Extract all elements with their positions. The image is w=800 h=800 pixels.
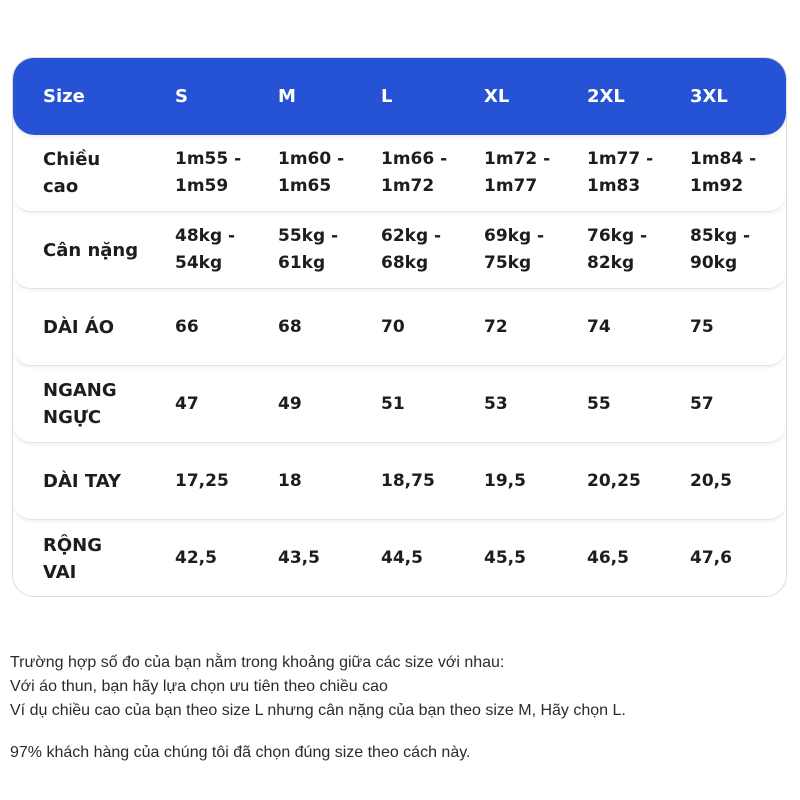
table-cell: 49 bbox=[278, 393, 302, 414]
size-guide-notes bbox=[10, 651, 790, 765]
table-cell: 72 bbox=[484, 316, 508, 337]
table-row-chieu-cao bbox=[13, 135, 786, 212]
table-cell: 66 bbox=[175, 316, 199, 337]
table-cell: 1m66 - 1m72 bbox=[381, 149, 448, 196]
table-row-rong-vai bbox=[13, 520, 786, 597]
table-cell: 57 bbox=[690, 393, 714, 414]
table-row-ngang-nguc bbox=[13, 366, 786, 443]
note-line-3: Ví dụ chiều cao của bạn theo size L nhưng cân nặng của bạn theo size M, Hãy chọn L. bbox=[10, 702, 626, 719]
table-cell: 18,75 bbox=[381, 470, 435, 491]
table-cell: 55 bbox=[587, 393, 611, 414]
row-label: NGANG NGỰC bbox=[43, 380, 117, 428]
table-cell: 76kg - 82kg bbox=[587, 226, 648, 273]
table-row-dai-tay bbox=[13, 443, 786, 520]
table-cell: 45,5 bbox=[484, 548, 526, 568]
table-cell: 17,25 bbox=[175, 470, 229, 491]
table-cell: 75 bbox=[690, 316, 714, 337]
table-cell: 44,5 bbox=[381, 548, 423, 568]
header-cell-size: Size bbox=[43, 86, 85, 107]
size-chart-table bbox=[12, 57, 787, 597]
row-label: Cân nặng bbox=[43, 239, 139, 261]
table-cell: 46,5 bbox=[587, 548, 629, 568]
table-cell: 69kg - 75kg bbox=[484, 226, 545, 273]
note-line-4: 97% khách hàng của chúng tôi đã chọn đúng size theo cách này. bbox=[10, 744, 471, 761]
header-cell-3xl: 3XL bbox=[690, 86, 728, 107]
table-cell: 47 bbox=[175, 393, 199, 414]
table-cell: 47,6 bbox=[690, 548, 732, 568]
header-cell-m: M bbox=[278, 86, 296, 107]
table-header-row bbox=[13, 58, 786, 135]
note-line-2: Với áo thun, bạn hãy lựa chọn ưu tiên theo chiều cao bbox=[10, 678, 388, 695]
table-cell: 20,5 bbox=[690, 470, 732, 491]
table-cell: 68 bbox=[278, 316, 302, 337]
table-cell: 43,5 bbox=[278, 548, 320, 568]
table-cell: 1m60 - 1m65 bbox=[278, 149, 345, 196]
table-cell: 1m55 - 1m59 bbox=[175, 149, 242, 196]
table-cell: 85kg - 90kg bbox=[690, 226, 751, 273]
table-cell: 19,5 bbox=[484, 470, 526, 491]
table-cell: 62kg - 68kg bbox=[381, 226, 442, 273]
table-cell: 1m84 - 1m92 bbox=[690, 149, 757, 196]
table-cell: 70 bbox=[381, 316, 405, 337]
table-cell: 42,5 bbox=[175, 548, 217, 568]
table-cell: 51 bbox=[381, 393, 405, 414]
table-cell: 1m77 - 1m83 bbox=[587, 149, 654, 196]
table-cell: 55kg - 61kg bbox=[278, 226, 339, 273]
header-cell-2xl: 2XL bbox=[587, 86, 625, 107]
row-label: DÀI TAY bbox=[43, 470, 121, 492]
table-cell: 20,25 bbox=[587, 470, 641, 491]
header-cell-l: L bbox=[381, 86, 393, 107]
table-cell: 74 bbox=[587, 316, 611, 337]
table-row-can-nang bbox=[13, 212, 786, 289]
table-cell: 53 bbox=[484, 393, 508, 414]
row-label: DÀI ÁO bbox=[43, 316, 115, 338]
table-cell: 48kg - 54kg bbox=[175, 226, 236, 273]
header-cell-xl: XL bbox=[484, 86, 510, 107]
note-line-1: Trường hợp số đo của bạn nằm trong khoảng giữa các size với nhau: bbox=[10, 654, 505, 671]
table-cell: 18 bbox=[278, 470, 302, 491]
table-cell: 1m72 - 1m77 bbox=[484, 149, 551, 196]
row-label: Chiều cao bbox=[43, 149, 101, 197]
row-label: RỘNG VAI bbox=[43, 534, 103, 583]
table-row-dai-ao bbox=[13, 289, 786, 366]
header-cell-s: S bbox=[175, 86, 188, 107]
